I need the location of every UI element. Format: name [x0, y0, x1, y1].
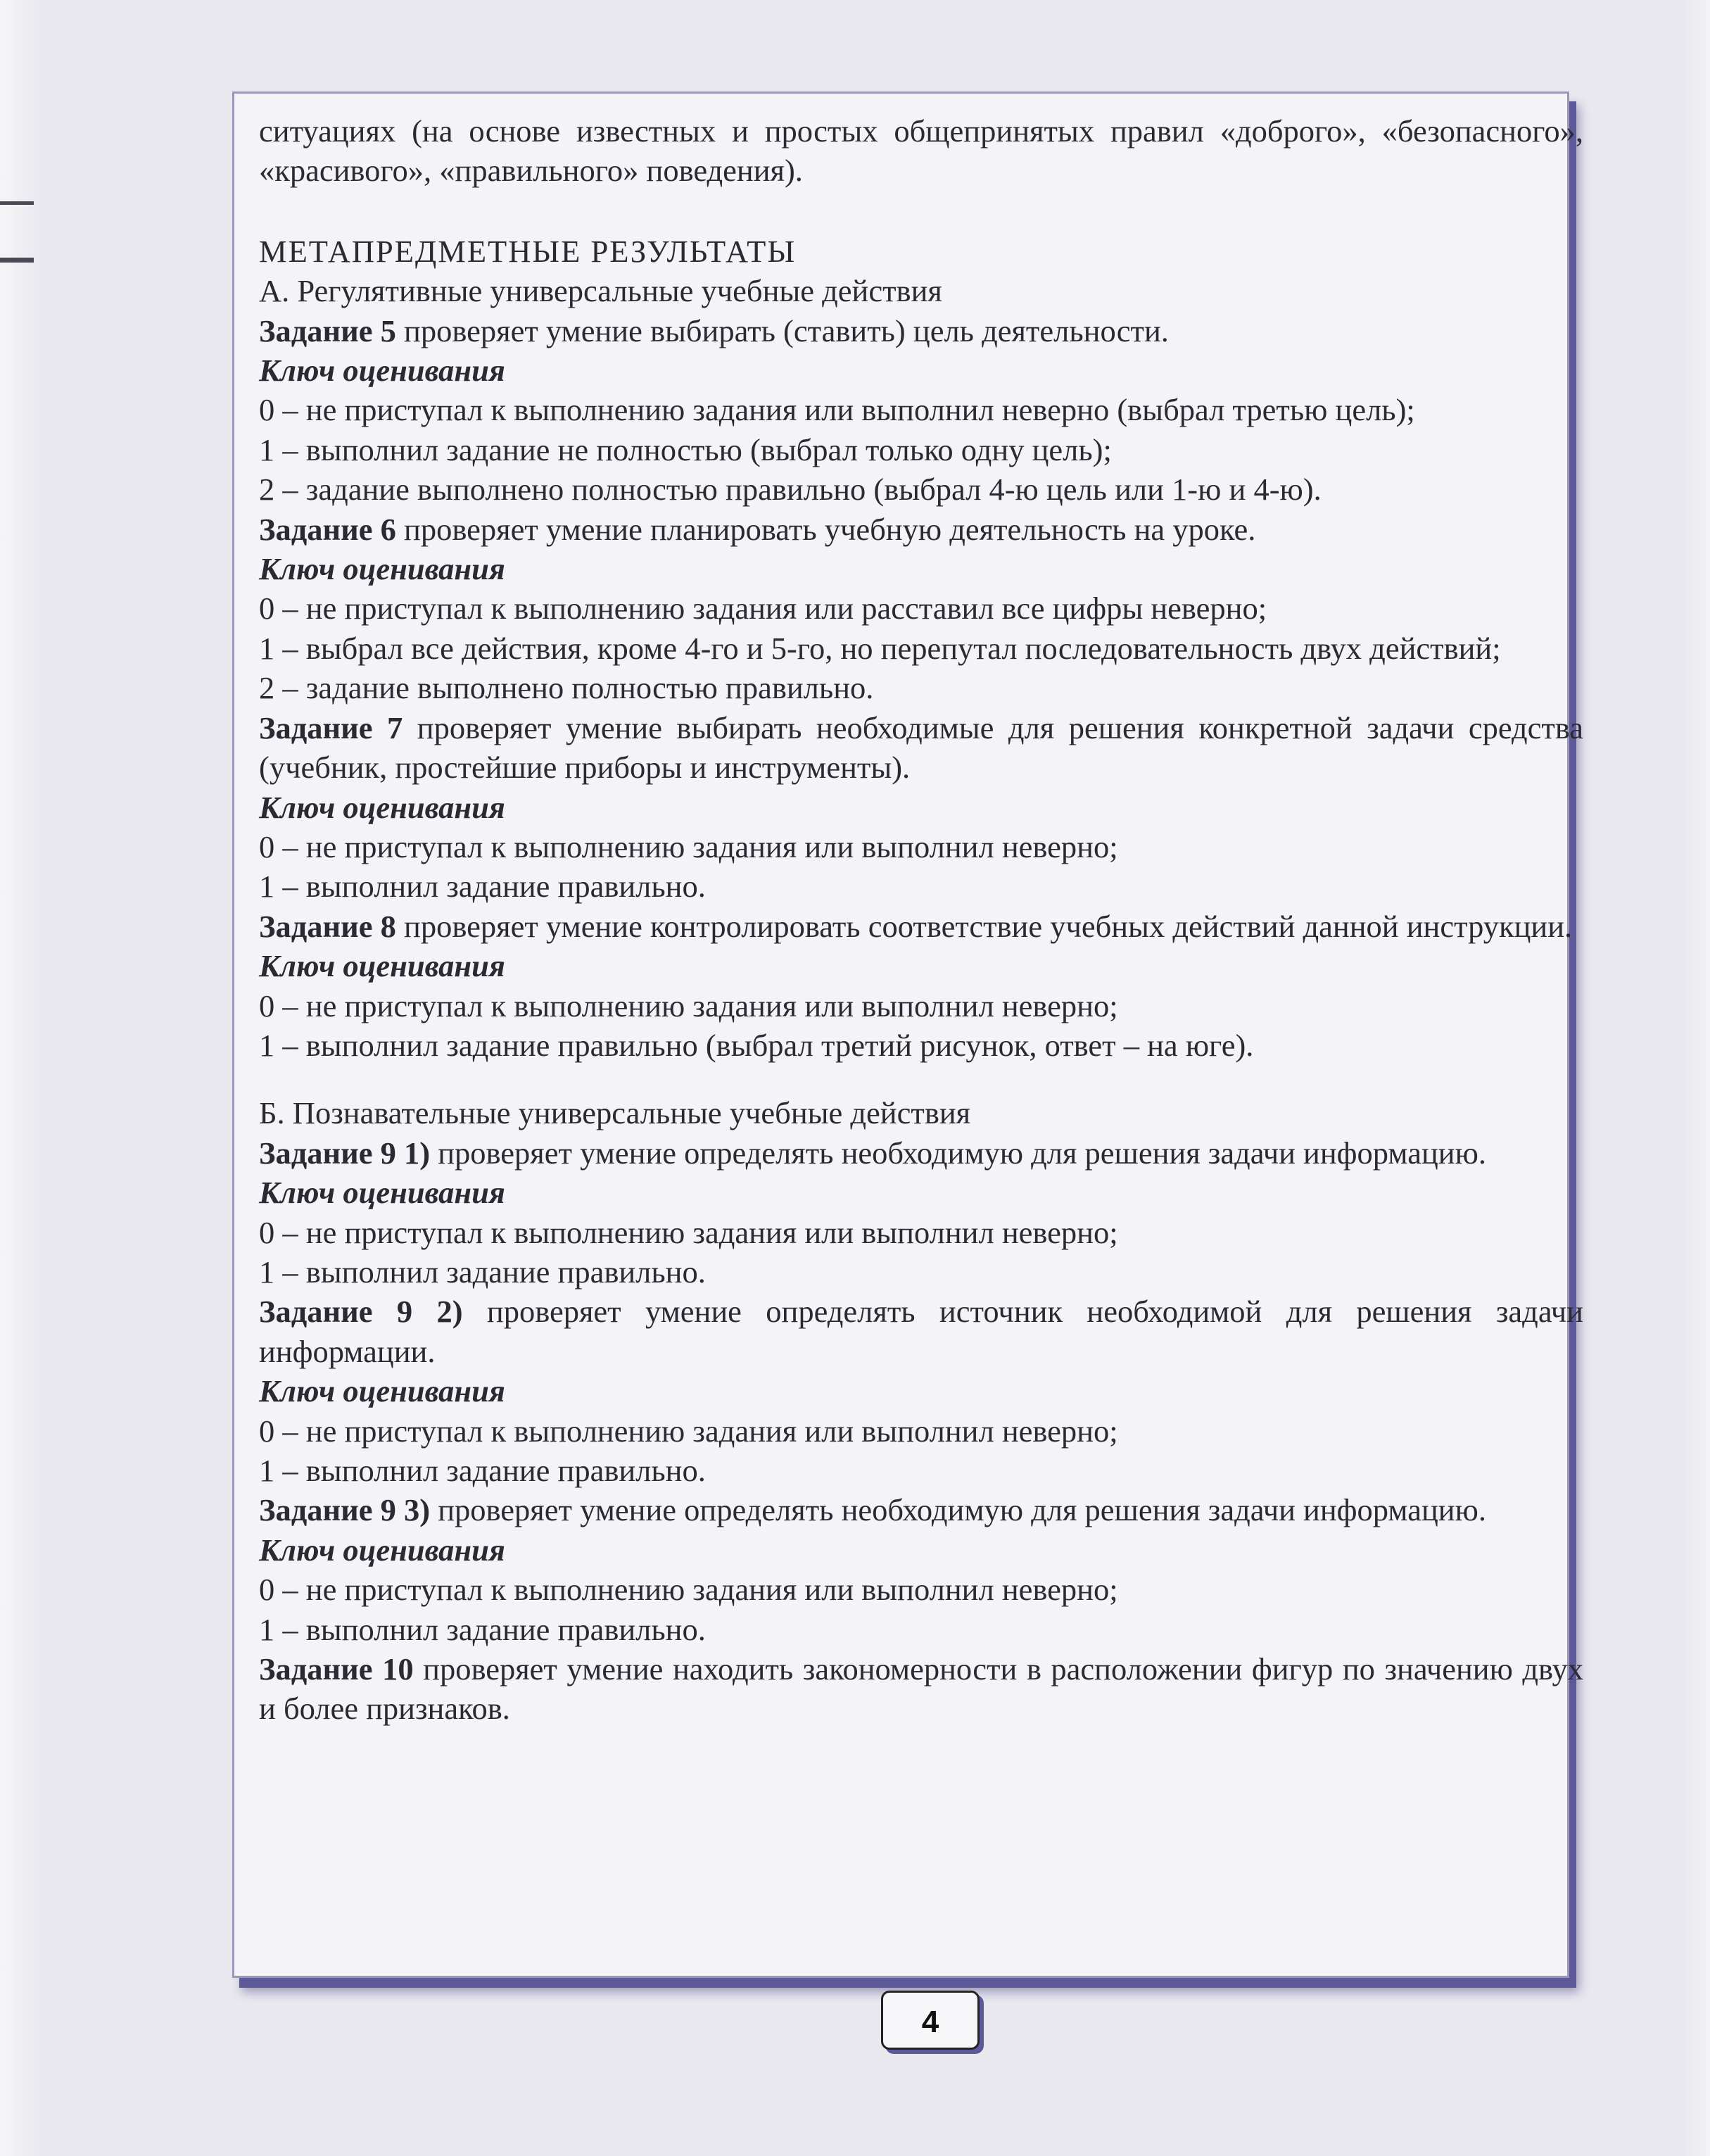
task-statement — [259, 1292, 1583, 1371]
left-page-edge — [0, 0, 42, 2156]
task-label: Задание 9 1) — [259, 1135, 431, 1171]
task-description: проверяет умение определять необходимую для решения задачи информацию. — [430, 1492, 1486, 1528]
task-label: Задание 5 — [259, 313, 396, 348]
criterion: 2 – задание выполнено полностью правильно. — [259, 670, 874, 706]
group-b-heading: Б. Познавательные универсальные учебные действия — [259, 1095, 971, 1131]
key-label: Ключ оценивания — [259, 1373, 505, 1409]
task-label: Задание 10 — [259, 1651, 414, 1687]
continuation-text: ситуациях (на основе известных и простых общепринятых правил «доброго», «безопасного», «красивого», «правильного» поведения). — [259, 113, 1583, 189]
group-a-tasks — [259, 311, 1583, 1066]
task-label: Задание 9 3) — [259, 1492, 431, 1528]
binding-mark — [0, 258, 34, 263]
criterion: 1 – выполнил задание правильно. — [259, 869, 706, 904]
criterion: 1 – выполнил задание правильно. — [259, 1254, 706, 1290]
group-a-heading: А. Регулятивные универсальные учебные действия — [259, 273, 942, 309]
key-label: Ключ оценивания — [259, 948, 505, 984]
task-description: проверяет умение планировать учебную деятельность на уроке. — [395, 511, 1256, 547]
criterion: 1 – выполнил задание правильно (выбрал третий рисунок, ответ – на юге). — [259, 1027, 1254, 1063]
task-label: Задание 8 — [259, 908, 396, 944]
right-page-edge — [1682, 0, 1710, 2156]
key-label: Ключ оценивания — [259, 789, 505, 825]
criterion: 0 – не приступал к выполнению задания или выполнил неверно (выбрал третью цель); — [259, 392, 1415, 428]
task-description: проверяет умение выбирать необходимые для решения конкретной задачи средства (учебник, простейшие приборы и инструменты). — [259, 710, 1583, 786]
criterion: 0 – не приступал к выполнению задания или выполнил неверно; — [259, 988, 1118, 1023]
task-description: проверяет умение определять необходимую для решения задачи информацию. — [430, 1135, 1486, 1171]
key-label: Ключ оценивания — [259, 1532, 505, 1568]
page-content — [259, 111, 1583, 1729]
task-description: проверяет умение находить закономерности в расположении фигур по значению двух и более признаков. — [259, 1651, 1584, 1727]
criterion: 1 – выполнил задание не полностью (выбрал только одну цель); — [259, 431, 1112, 467]
criterion: 0 – не приступал к выполнению задания или выполнил неверно; — [259, 1413, 1118, 1449]
task-description: проверяет умение контролировать соответствие учебных действий данной инструкции. — [395, 908, 1573, 944]
criterion: 2 – задание выполнено полностью правильно (выбрал 4-ю цель или 1-ю и 4-ю). — [259, 472, 1322, 508]
section-title: МЕТАПРЕДМЕТНЫЕ РЕЗУЛЬТАТЫ — [259, 233, 797, 269]
criterion: 1 – выполнил задание правильно. — [259, 1611, 706, 1647]
criterion: 1 – выбрал все действия, кроме 4-го и 5-го, но перепутал последовательность двух действий; — [259, 630, 1501, 666]
task-statement — [259, 311, 1583, 351]
task-label: Задание 9 2) — [259, 1294, 463, 1330]
task-description: проверяет умение выбирать (ставить) цель деятельности. — [395, 313, 1169, 348]
task-statement — [259, 907, 1583, 946]
criterion: 0 – не приступал к выполнению задания или выполнил неверно; — [259, 1214, 1118, 1250]
task-statement — [259, 1133, 1583, 1173]
key-label: Ключ оценивания — [259, 551, 505, 587]
criterion: 0 – не приступал к выполнению задания или выполнил неверно; — [259, 1572, 1118, 1608]
task-statement — [259, 510, 1583, 549]
group-b-tasks — [259, 1133, 1583, 1729]
task-statement — [259, 1490, 1583, 1530]
page-number: 4 — [881, 1991, 980, 2050]
key-label: Ключ оценивания — [259, 1175, 505, 1211]
key-label: Ключ оценивания — [259, 353, 505, 389]
task-label: Задание 6 — [259, 511, 396, 547]
task-statement — [259, 1649, 1583, 1729]
task-statement — [259, 708, 1583, 788]
criterion: 1 – выполнил задание правильно. — [259, 1453, 706, 1488]
task-label: Задание 7 — [259, 710, 403, 745]
criterion: 0 – не приступал к выполнению задания или расставил все цифры неверно; — [259, 591, 1267, 626]
binding-mark — [0, 201, 34, 205]
criterion: 0 – не приступал к выполнению задания или выполнил неверно; — [259, 828, 1118, 864]
task-description: проверяет умение определять источник необходимой для решения задачи информации. — [259, 1294, 1583, 1369]
